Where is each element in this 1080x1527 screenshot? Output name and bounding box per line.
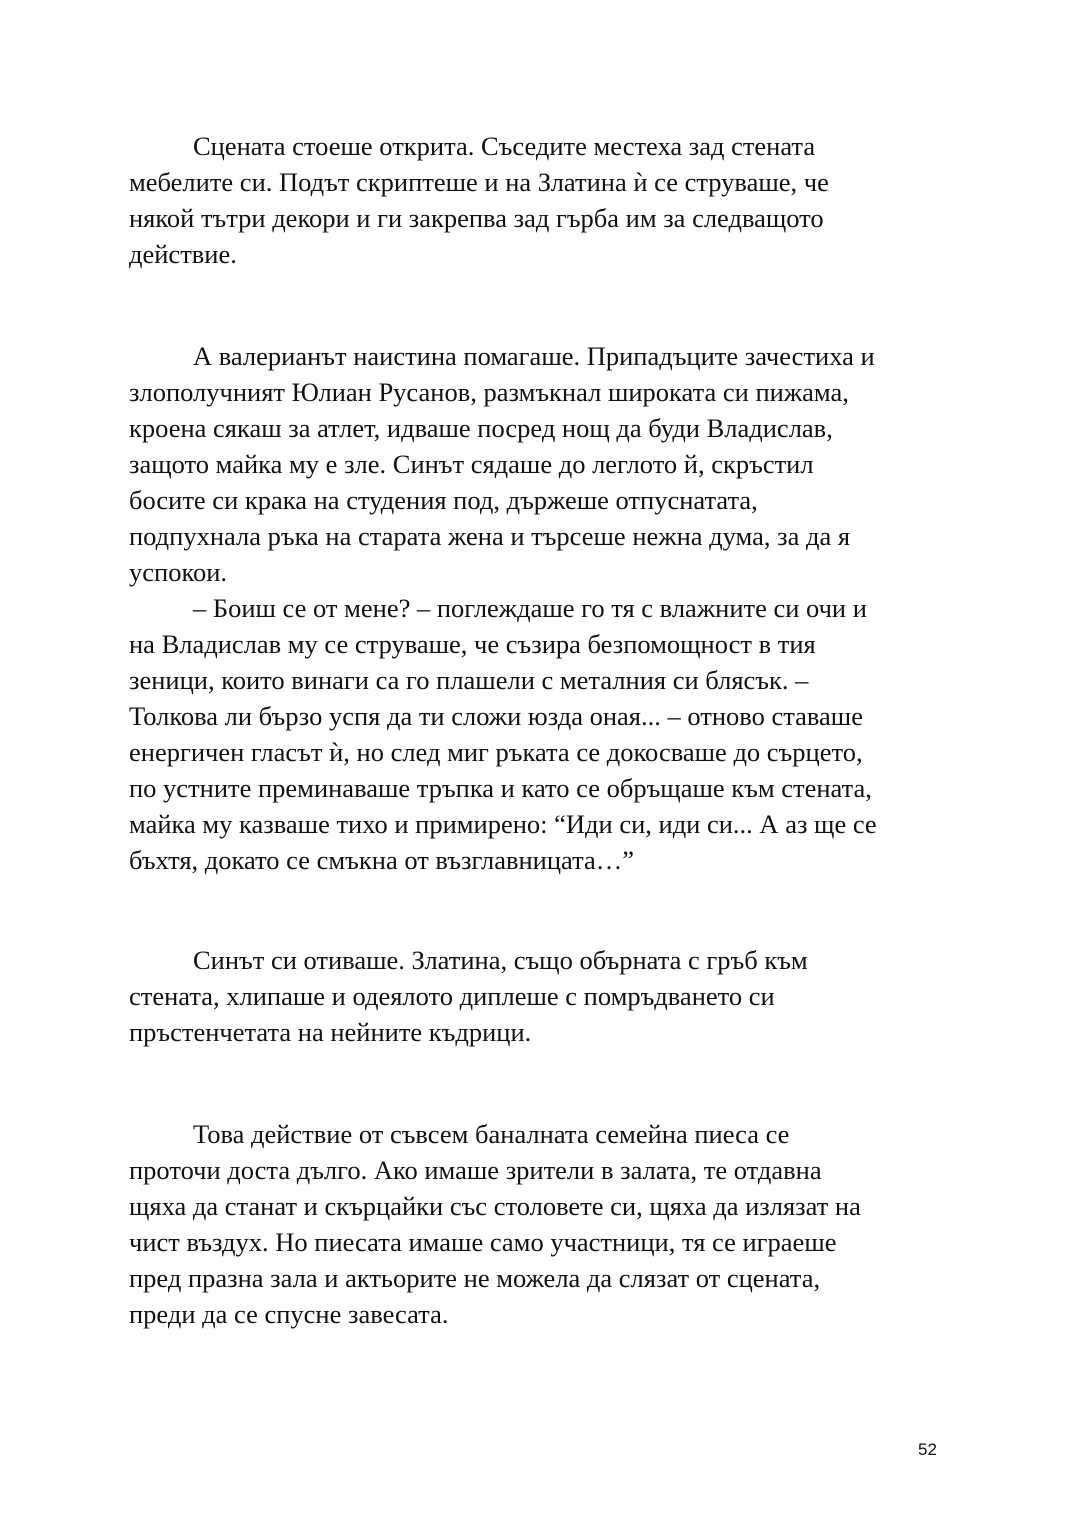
text-line: Това действие от съвсем баналната семейна пиеса се: [193, 1119, 790, 1149]
text-line: Толкова ли бързо успя да ти сложи юзда оная... – отново ставаше: [129, 701, 863, 731]
text-line: проточи доста дълго. Ако имаше зрители в залата, те отдавна: [129, 1155, 822, 1185]
text-line: чист въздух. Но пиесата имаше само участници, тя се играеше: [129, 1227, 837, 1257]
text-line: Сцената стоеше открита. Съседите местеха зад стената: [193, 131, 816, 161]
text-line: по устните преминаваше тръпка и като се обръщаше към стената,: [129, 773, 872, 803]
text-line: на Владислав му се струваше, че съзира безпомощност в тия: [129, 629, 816, 659]
text-line: успокои.: [129, 557, 228, 587]
paragraph-5: [129, 1116, 959, 1332]
text-line: зеници, които винаги са го плашели с металния си блясък. –: [129, 665, 809, 695]
text-line: пръстенчетата на нейните къдрици.: [129, 1017, 532, 1047]
text-line: енергичен гласът ѝ, но след миг ръката се докосваше до сърцето,: [129, 737, 863, 767]
text-line: Синът си отиваше. Златина, също обърната с гръб към: [193, 945, 808, 975]
text-line: – Боиш се от мене? – поглеждаше го тя с влажните си очи и: [193, 593, 867, 623]
paragraph-3-dialogue: [129, 590, 959, 878]
text-line: босите си крака на студения под, държеше отпуснатата,: [129, 485, 758, 515]
text-line: бъхтя, докато се смъкна от възглавницата…”: [129, 845, 635, 875]
text-line: щяха да станат и скърцайки със столовете си, щяха да излязат на: [129, 1191, 861, 1221]
text-line: защото майка му е зле. Синът сядаше до леглото й, скръстил: [129, 449, 814, 479]
page-number: 52: [918, 1440, 937, 1459]
text-line: подпухнала ръка на старата жена и търсеше нежна дума, за да я: [129, 521, 851, 551]
paragraph-1: [129, 128, 959, 272]
text-line: действие.: [129, 239, 237, 269]
text-line: стената, хлипаше и одеялото диплеше с помръдването си: [129, 981, 775, 1011]
text-line: някой тътри декори и ги закрепва зад гърба им за следващото: [129, 203, 824, 233]
text-line: мебелите си. Подът скриптеше и на Златина ѝ се струваше, че: [129, 167, 829, 197]
paragraph-2: [129, 338, 959, 590]
text-line: А валерианът наистина помагаше. Припадъците зачестиха и: [193, 341, 875, 371]
text-line: пред празна зала и актьорите не можела да слязат от сцената,: [129, 1263, 821, 1293]
text-line: кроена сякаш за атлет, идваше посред нощ да буди Владислав,: [129, 413, 833, 443]
text-line: злополучният Юлиан Русанов, размъкнал широката си пижама,: [129, 377, 849, 407]
text-line: преди да се спусне завесата.: [129, 1299, 449, 1329]
text-line: майка му казваше тихо и примирено: “Иди си, иди си... А аз ще се: [129, 809, 877, 839]
paragraph-4: [129, 942, 959, 1050]
